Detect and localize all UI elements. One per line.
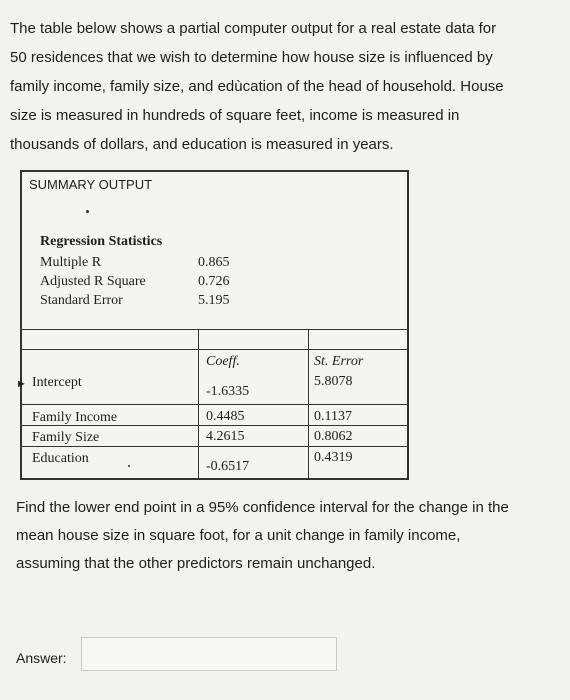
row-label-intercept: Intercept [32,375,82,390]
question-text [16,494,556,578]
speck-dot [86,210,89,213]
column-divider [308,329,309,480]
rs-value-multiple-r: 0.865 [198,255,230,270]
row-label-family-size: Family Size [32,430,100,445]
regression-statistics-title: Regression Statistics [40,234,163,249]
coeff-family-size: 4.2615 [206,429,245,444]
answer-input[interactable] [81,637,337,671]
question-line: assuming that the other predictors remain unchanged. [16,555,376,572]
rs-value-standard-error: 5.195 [198,293,230,308]
coeff-family-income: 0.4485 [206,409,245,424]
coeff-education: -0.6517 [206,459,250,474]
question-line: Find the lower end point in a 95% confidence interval for the change in the [16,499,509,516]
table-rule [22,446,407,447]
summary-output-table [16,170,409,480]
row-label-education: Education [32,451,89,466]
column-divider [198,329,199,480]
header-coeff: Coeff. [206,354,240,369]
cursor-arrow-icon: ► [16,378,27,390]
rs-label-standard-error: Standard Error [40,293,123,308]
rs-label-adjusted-r-square: Adjusted R Square [40,274,146,289]
se-family-size: 0.8062 [314,429,353,444]
table-rule [22,404,407,405]
table-rule [22,329,407,330]
intro-line: thousands of dollars, and education is measured in years. [10,136,394,153]
intro-line: family income, family size, and edùcation of the head of household. House [10,78,504,95]
question-line: mean house size in square foot, for a unit change in family income, [16,527,461,544]
se-intercept: 5.8078 [314,374,353,389]
header-st-error: St. Error [314,354,364,369]
speck-dot [128,465,130,467]
row-label-family-income: Family Income [32,410,118,425]
table-rule [22,349,407,350]
coeff-intercept: -1.6335 [206,384,250,399]
intro-line: size is measured in hundreds of square feet, income is measured in [10,107,460,124]
rs-value-adjusted-r-square: 0.726 [198,274,230,289]
intro-line: The table below shows a partial computer output for a real estate data for [10,20,497,37]
summary-title: SUMMARY OUTPUT [29,177,153,192]
se-education: 0.4319 [314,450,353,465]
problem-intro [10,14,558,159]
intro-line: 50 residences that we wish to determine how house size is influenced by [10,49,493,66]
answer-label: Answer: [16,650,67,666]
se-family-income: 0.1137 [314,409,352,424]
rs-label-multiple-r: Multiple R [40,255,102,270]
